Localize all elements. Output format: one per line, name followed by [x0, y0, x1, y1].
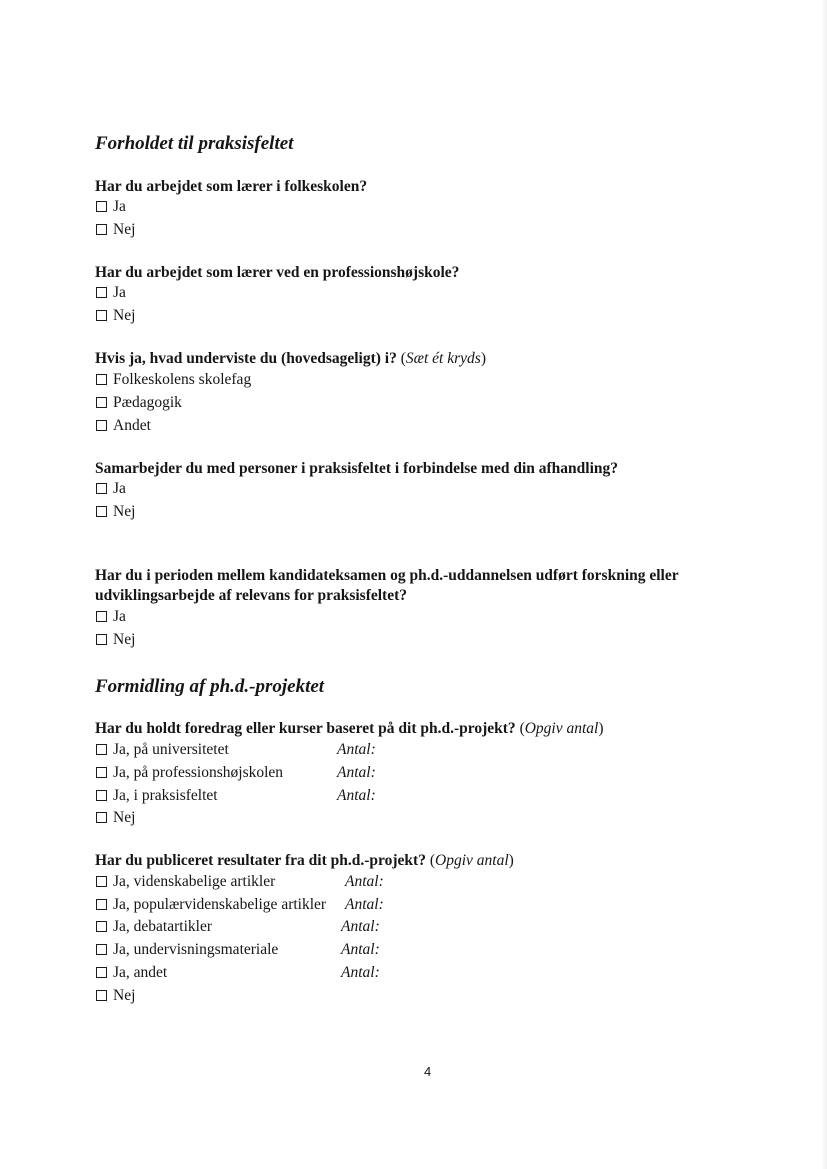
option-q7-andet[interactable] [96, 963, 167, 983]
option-q6-nej[interactable] [96, 808, 135, 828]
question-hint: Sæt ét kryds [405, 350, 481, 367]
option-label: Andet [113, 417, 151, 434]
option-q7-popularvidenskabelige[interactable] [96, 895, 326, 915]
option-q6-praksisfeltet[interactable] [96, 786, 218, 806]
option-label: Ja, andet [113, 964, 168, 981]
checkbox[interactable] [96, 634, 107, 645]
page-edge-shadow [821, 0, 827, 1169]
option-label: Pædagogik [113, 394, 182, 411]
option-q6-professionshojskolen[interactable] [96, 763, 283, 783]
checkbox[interactable] [96, 611, 107, 622]
antal-label: Antal: [341, 918, 380, 935]
option-label: Nej [113, 221, 136, 238]
option-q6-universitetet[interactable] [96, 740, 229, 760]
question-foredrag-kurser: Har du holdt foredrag eller kurser baseret på dit ph.d.-projekt? (Opgiv antal) [95, 720, 604, 737]
antal-label: Antal: [337, 787, 376, 804]
option-label: Ja [113, 480, 126, 497]
question-laerer-professionshojskole: Har du arbejdet som lærer ved en professionshøjskole? [95, 264, 460, 281]
question-hint: Opgiv antal [435, 852, 509, 869]
option-label: Nej [113, 307, 136, 324]
section-title-praksisfeltet: Forholdet til praksisfeltet [95, 133, 294, 154]
option-q1-nej[interactable] [96, 220, 135, 240]
option-label: Ja, undervisningsmateriale [113, 941, 279, 958]
checkbox[interactable] [96, 374, 107, 385]
option-label: Nej [113, 503, 136, 520]
checkbox[interactable] [96, 201, 107, 212]
option-label: Nej [113, 631, 136, 648]
option-label: Ja, debatartikler [113, 918, 212, 935]
question-text: Har du holdt foredrag eller kurser baseret på dit ph.d.-projekt? [95, 720, 516, 737]
question-laerer-folkeskolen: Har du arbejdet som lærer i folkeskolen? [95, 178, 368, 195]
checkbox[interactable] [96, 812, 107, 823]
option-label: Nej [113, 809, 136, 826]
option-q2-nej[interactable] [96, 306, 135, 326]
checkbox[interactable] [96, 967, 107, 978]
antal-label: Antal: [341, 964, 380, 981]
checkbox[interactable] [96, 876, 107, 887]
option-label: Ja, i praksisfeltet [113, 787, 218, 804]
checkbox[interactable] [96, 420, 107, 431]
question-publiceret-resultater: Har du publiceret resultater fra dit ph.d.-projekt? (Opgiv antal) [95, 852, 514, 869]
option-q7-debatartikler[interactable] [96, 917, 212, 937]
checkbox[interactable] [96, 287, 107, 298]
checkbox[interactable] [96, 990, 107, 1001]
option-q3-andet[interactable] [96, 416, 151, 436]
question-forskning-praksisfeltet-line2: udviklingsarbejde af relevans for praksisfeltet? [95, 587, 408, 604]
option-q4-ja[interactable] [96, 479, 126, 499]
question-underviste-i: Hvis ja, hvad underviste du (hovedsageligt) i? (Sæt ét kryds) [95, 350, 486, 367]
antal-label: Antal: [337, 764, 376, 781]
question-samarbejde: Samarbejder du med personer i praksisfeltet i forbindelse med din afhandling? [95, 460, 619, 477]
option-label: Ja [113, 198, 126, 215]
option-q5-nej[interactable] [96, 630, 135, 650]
question-hint: Opgiv antal [524, 720, 599, 737]
checkbox[interactable] [96, 506, 107, 517]
option-q4-nej[interactable] [96, 502, 135, 522]
section-title-formidling: Formidling af ph.d.-projektet [95, 676, 325, 697]
option-q3-skolefag[interactable] [96, 370, 251, 390]
option-label: Ja [113, 608, 126, 625]
antal-label: Antal: [345, 873, 384, 890]
option-label: Ja, på universitetet [113, 741, 229, 758]
option-label: Ja [113, 284, 126, 301]
question-forskning-praksisfeltet-line1: Har du i perioden mellem kandidateksamen og ph.d.-uddannelsen udført forskning eller [95, 567, 679, 584]
option-q1-ja[interactable] [96, 197, 126, 217]
antal-label: Antal: [345, 896, 384, 913]
option-q7-nej[interactable] [96, 986, 135, 1006]
question-text: Har du publiceret resultater fra dit ph.d.-projekt? [95, 852, 426, 869]
option-q5-ja[interactable] [96, 607, 126, 627]
checkbox[interactable] [96, 483, 107, 494]
option-label: Ja, på professionshøjskolen [113, 764, 284, 781]
checkbox[interactable] [96, 744, 107, 755]
antal-label: Antal: [337, 741, 376, 758]
option-label: Ja, videnskabelige artikler [113, 873, 276, 890]
option-label: Nej [113, 987, 136, 1004]
option-label: Folkeskolens skolefag [113, 371, 252, 388]
option-q2-ja[interactable] [96, 283, 126, 303]
checkbox[interactable] [96, 397, 107, 408]
option-q7-undervisningsmateriale[interactable] [96, 940, 278, 960]
option-q7-videnskabelige[interactable] [96, 872, 275, 892]
antal-label: Antal: [341, 941, 380, 958]
checkbox[interactable] [96, 790, 107, 801]
checkbox[interactable] [96, 310, 107, 321]
page-number: 4 [424, 1064, 432, 1079]
checkbox[interactable] [96, 767, 107, 778]
checkbox[interactable] [96, 224, 107, 235]
option-q3-paedagogik[interactable] [96, 393, 182, 413]
option-label: Ja, populærvidenskabelige artikler [113, 896, 327, 913]
checkbox[interactable] [96, 944, 107, 955]
checkbox[interactable] [96, 899, 107, 910]
question-text: Hvis ja, hvad underviste du (hovedsageligt) i? [95, 350, 397, 367]
checkbox[interactable] [96, 921, 107, 932]
